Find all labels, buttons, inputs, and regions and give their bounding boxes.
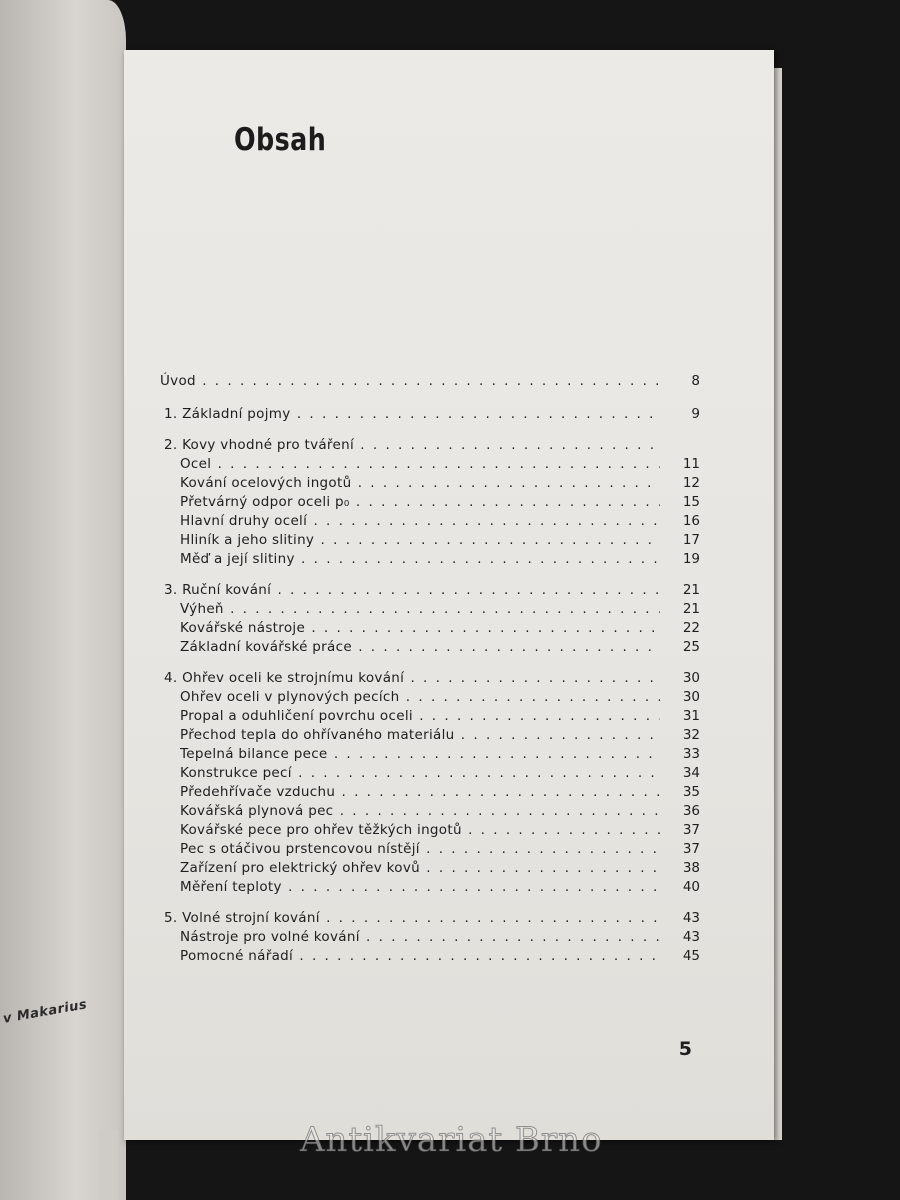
toc-entry-label: Kovářská plynová pec . . . xyxy=(180,802,660,821)
toc-entry-page: 8 xyxy=(691,373,700,389)
toc-entry-label: Měření teploty . . . xyxy=(180,878,660,897)
toc-entry-label: Zařízení pro elektrický ohřev kovů . . . xyxy=(180,859,660,878)
toc-entry-label: Pomocné nářadí . . . xyxy=(180,947,660,966)
toc-entry-page: 21 xyxy=(682,601,700,617)
toc-entry-label: Výheň . . . xyxy=(180,600,660,619)
toc-entry-label: Ocel . . . xyxy=(180,455,660,474)
toc-entry-label: 1. Základní pojmy . . . xyxy=(164,405,660,424)
left-page xyxy=(0,0,126,1200)
toc-entry-page: 43 xyxy=(682,910,700,926)
toc-entry xyxy=(160,600,700,619)
toc-entry-label: Úvod . . . xyxy=(160,372,660,391)
toc-entry xyxy=(160,638,700,657)
toc-entry-page: 38 xyxy=(682,860,700,876)
toc-entry xyxy=(160,619,700,638)
toc-entry xyxy=(160,474,700,493)
toc-entry xyxy=(160,745,700,764)
toc-entry xyxy=(160,436,700,455)
toc-entry-page: 12 xyxy=(682,475,700,491)
table-of-contents xyxy=(160,372,700,966)
toc-entry-label: Hliník a jeho slitiny . . . xyxy=(180,531,660,550)
toc-entry xyxy=(160,909,700,928)
toc-entry-page: 9 xyxy=(691,406,700,422)
toc-entry-label: Hlavní druhy ocelí . . . xyxy=(180,512,660,531)
toc-entry-label: Základní kovářské práce . . . xyxy=(180,638,660,657)
toc-entry-label: Kovářské nástroje . . . xyxy=(180,619,660,638)
toc-entry-label: 5. Volné strojní kování . . . xyxy=(164,909,660,928)
toc-entry xyxy=(160,669,700,688)
toc-entry-page: 34 xyxy=(682,765,700,781)
toc-entry-page: 33 xyxy=(682,746,700,762)
left-page-edge xyxy=(98,1130,118,1200)
toc-entry xyxy=(160,821,700,840)
page-title: Obsah xyxy=(234,122,327,158)
toc-entry xyxy=(160,581,700,600)
toc-entry-label: Kování ocelových ingotů . . . xyxy=(180,474,660,493)
toc-entry-page: 31 xyxy=(682,708,700,724)
toc-entry-page: 16 xyxy=(682,513,700,529)
toc-entry xyxy=(160,928,700,947)
toc-entry xyxy=(160,783,700,802)
toc-entry-label: Propal a oduhličení povrchu oceli . . . xyxy=(180,707,660,726)
toc-entry-label: Měď a její slitiny . . . xyxy=(180,550,660,569)
page-number: 5 xyxy=(678,1038,692,1060)
toc-entry-page: 17 xyxy=(682,532,700,548)
toc-entry-page: 37 xyxy=(682,822,700,838)
toc-entry-label: Kovářské pece pro ohřev těžkých ingotů . . . xyxy=(180,821,660,840)
toc-entry-label: Tepelná bilance pece . . . xyxy=(180,745,660,764)
toc-entry-label: 3. Ruční kování . . . xyxy=(164,581,660,600)
toc-entry-label: Pec s otáčivou prstencovou nístějí . . . xyxy=(180,840,660,859)
toc-entry-label: 4. Ohřev oceli ke strojnímu kování . . . xyxy=(164,669,660,688)
toc-entry-page: 43 xyxy=(682,929,700,945)
toc-entry-page: 35 xyxy=(682,784,700,800)
toc-entry-page: 30 xyxy=(682,670,700,686)
toc-entry-label: Přetvárný odpor oceli p₀ . . . xyxy=(180,493,660,512)
toc-entry-page: 25 xyxy=(682,639,700,655)
book-page xyxy=(124,50,774,1140)
toc-entry xyxy=(160,493,700,512)
toc-entry xyxy=(160,764,700,783)
toc-entry-page: 40 xyxy=(682,879,700,895)
toc-entry-page: 15 xyxy=(682,494,700,510)
toc-entry-page: 32 xyxy=(682,727,700,743)
toc-entry xyxy=(160,550,700,569)
toc-entry xyxy=(160,455,700,474)
toc-entry xyxy=(160,707,700,726)
toc-entry-label: Ohřev oceli v plynových pecích . . . xyxy=(180,688,660,707)
toc-entry-page: 36 xyxy=(682,803,700,819)
toc-entry-page: 22 xyxy=(682,620,700,636)
watermark: Antikvariat Brno xyxy=(300,1120,603,1160)
toc-entry-page: 37 xyxy=(682,841,700,857)
toc-entry xyxy=(160,878,700,897)
toc-entry xyxy=(160,859,700,878)
toc-entry xyxy=(160,372,700,391)
toc-entry xyxy=(160,512,700,531)
toc-entry-label: Nástroje pro volné kování . . . xyxy=(180,928,660,947)
toc-entry-page: 11 xyxy=(682,456,700,472)
toc-entry xyxy=(160,688,700,707)
toc-entry-label: Předehřívače vzduchu . . . xyxy=(180,783,660,802)
toc-entry xyxy=(160,405,700,424)
toc-entry xyxy=(160,802,700,821)
toc-entry-page: 30 xyxy=(682,689,700,705)
toc-entry xyxy=(160,947,700,966)
toc-entry-page: 21 xyxy=(682,582,700,598)
toc-entry-label: Konstrukce pecí . . . xyxy=(180,764,660,783)
left-page-text: v Makarius xyxy=(2,997,89,1027)
toc-entry xyxy=(160,531,700,550)
toc-entry-page: 45 xyxy=(682,948,700,964)
toc-entry-page: 19 xyxy=(682,551,700,567)
toc-entry-label: 2. Kovy vhodné pro tváření . . . xyxy=(164,436,660,455)
toc-entry xyxy=(160,726,700,745)
toc-entry xyxy=(160,840,700,859)
toc-entry-label: Přechod tepla do ohřívaného materiálu . . . xyxy=(180,726,660,745)
